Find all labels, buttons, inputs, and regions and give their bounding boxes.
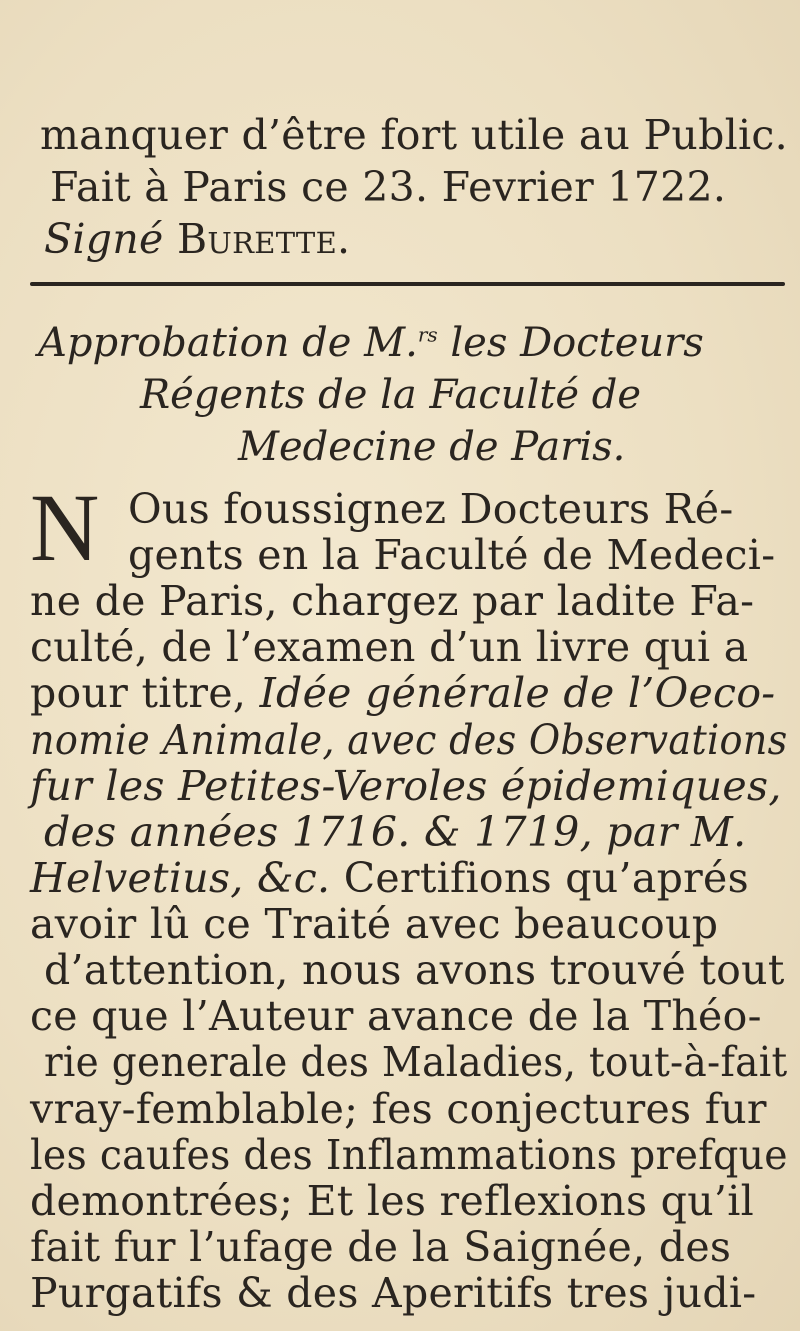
approbation-title-line-3: Medecine de Paris. (238, 424, 626, 470)
body-line-9: Helvetius, &c. Certifions qu’aprés (30, 854, 749, 902)
body-line-13: rie generale des Maladies, tout-à-fait (44, 1038, 788, 1086)
body-line-2: gents en la Faculté de Medeci- (128, 531, 776, 579)
body-line-3: ne de Paris, chargez par ladite Fa- (30, 577, 755, 625)
body-line-5: pour titre, Idée générale de l’Oeco- (30, 669, 776, 717)
signer-name: Burette. (176, 215, 351, 263)
body-line-15: les caufes des Inflammations prefque (30, 1131, 788, 1179)
body-line-14: vray-femblable; fes conjectures fur (30, 1085, 767, 1133)
approbation-title-line-1: Approbation de M.$^{rs}$ les Docteurs (38, 320, 704, 366)
closing-line-1: manquer d’être fort utile au Public. (40, 111, 788, 159)
body-line-1: Ous foussignez Docteurs Ré- (128, 485, 734, 533)
drop-capital: N (30, 474, 100, 581)
body-line-18: Purgatifs & des Aperitifs tres judi- (30, 1269, 757, 1317)
body-line-10: avoir lû ce Traité avec beaucoup (30, 900, 719, 948)
body-line-6: nomie Animale, avec des Observations (30, 716, 788, 764)
body-line-4: culté, de l’examen d’un livre qui a (30, 623, 749, 671)
approbation-title-line-2: Régents de la Faculté de (140, 372, 642, 418)
closing-line-2: Fait à Paris ce 23. Fevrier 1722. (50, 163, 727, 211)
signature-line (44, 214, 350, 264)
body-line-12: ce que l’Auteur avance de la Théo- (30, 992, 762, 1040)
body-line-11: d’attention, nous avons trouvé tout (44, 946, 785, 994)
body-line-8: des années 1716. & 1719, par M. (44, 808, 747, 856)
signed-label: Signé (44, 215, 164, 263)
body-line-16: demontrées; Et les reflexions qu’il (30, 1177, 755, 1225)
section-divider (30, 282, 785, 286)
body-line-17: fait fur l’ufage de la Saignée, des (30, 1223, 732, 1271)
body-line-7: fur les Petites-Veroles épidemiques, (30, 762, 782, 810)
